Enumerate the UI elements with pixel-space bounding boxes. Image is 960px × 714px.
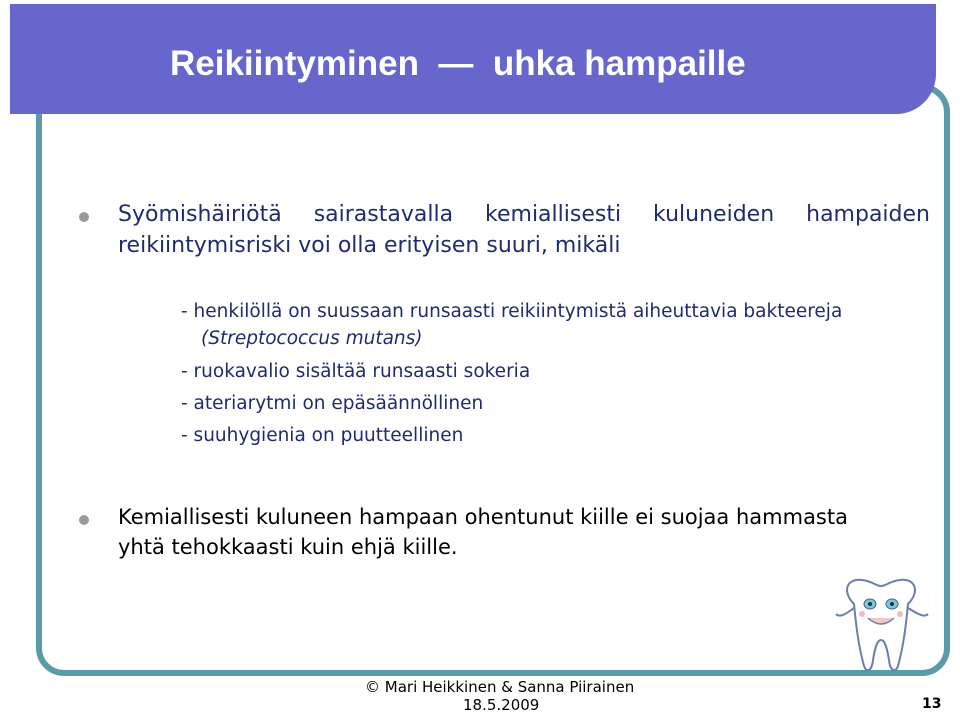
sub-item-1: - henkilöllä on suussaan runsaasti reikiintymistä aiheuttavia bakteereja <box>181 301 843 322</box>
bullet-dot <box>79 515 89 525</box>
footer-date: 18.5.2009 <box>463 696 540 714</box>
bullet-2-line-2: yhtä tehokkaasti kuin ehjä kiille. <box>118 535 458 559</box>
sub-item-4: - suuhygienia on puutteellinen <box>181 425 464 446</box>
sub-item-1-cont: (Streptococcus mutans) <box>201 328 423 349</box>
title-bar <box>10 4 936 114</box>
bullet-1-line-1 <box>118 202 930 227</box>
footer-copyright: © Mari Heikkinen & Sanna Piirainen <box>365 678 635 696</box>
word: hampaiden <box>806 202 930 227</box>
word: kuluneiden <box>653 202 775 227</box>
page-number: 13 <box>922 696 942 712</box>
bullet-dot <box>79 212 89 222</box>
sub-item-2: - ruokavalio sisältää runsaasti sokeria <box>181 361 531 382</box>
slide-title: Reikiintyminen — uhka hampaille <box>170 44 746 83</box>
word: Syömishäiriötä <box>118 202 282 227</box>
sub-item-3: - ateriarytmi on epäsäännöllinen <box>181 393 484 414</box>
bullet-1-line-2: reikiintymisriski voi olla erityisen suuri, mikäli <box>118 233 621 258</box>
word: kemiallisesti <box>485 202 622 227</box>
tooth-mascot-icon <box>832 574 930 678</box>
bullet-2-line-1: Kemiallisesti kuluneen hampaan ohentunut kiille ei suojaa hammasta <box>118 505 848 529</box>
word: sairastavalla <box>313 202 454 227</box>
